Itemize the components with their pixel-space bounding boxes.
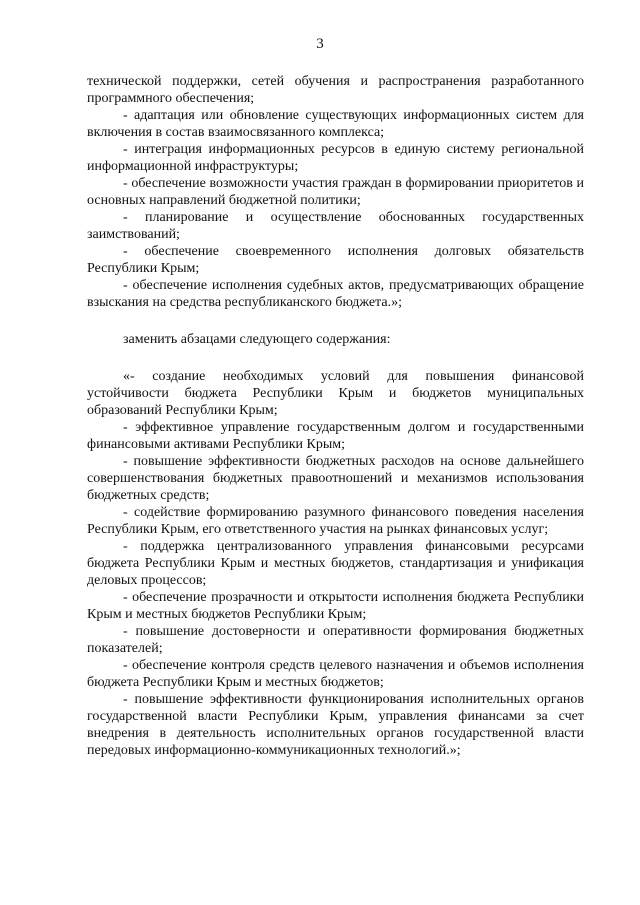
document-body [87,73,584,759]
list-item: - обеспечение исполнения судебных актов, предусматривающих обращение взыскания на средства республиканского бюджета.»; [87,278,584,310]
list-item: - обеспечение своевременного исполнения долговых обязательств Республики Крым; [87,244,584,276]
paragraph: технической поддержки, сетей обучения и распространения разработанного программного обеспечения; [87,74,584,106]
list-item: - эффективное управление государственным долгом и государственными финансовыми активами Республики Крым; [87,420,584,452]
list-item: «- создание необходимых условий для повышения финансовой устойчивости бюджета Республики Крым и бюджетов муниципальных образований Республики Крым; [87,369,584,418]
list-item: - адаптация или обновление существующих информационных систем для включения в состав взаимосвязанного комплекса; [87,108,584,140]
list-item: - повышение эффективности бюджетных расходов на основе дальнейшего совершенствования бюджетных правоотношений и механизмов использования бюджетных средств; [87,454,584,503]
list-item: - интеграция информационных ресурсов в единую систему региональной информационной инфраструктуры; [87,142,584,174]
list-item: - повышение достоверности и оперативности формирования бюджетных показателей; [87,624,584,656]
list-item: - обеспечение прозрачности и открытости исполнения бюджета Республики Крым и местных бюджетов Республики Крым; [87,590,584,622]
list-item: - поддержка централизованного управления финансовыми ресурсами бюджета Республики Крым и местных бюджетов, стандартизация и унификация деловых процессов; [87,539,584,588]
page-number: 3 [316,36,324,52]
list-item: - обеспечение контроля средств целевого назначения и объемов исполнения бюджета Республики Крым и местных бюджетов; [87,658,584,690]
list-item: - содействие формированию разумного финансового поведения населения Республики Крым, его ответственного участия на рынках финансовых услуг; [87,505,584,537]
list-item: - обеспечение возможности участия граждан в формировании приоритетов и основных направлений бюджетной политики; [87,176,584,208]
list-item: - повышение эффективности функционирования исполнительных органов государственной власти Республики Крым, управления финансами за счет внедрения в деятельность исполнительных органов государственной власти передовых информационно-коммуникационных технологий.»; [87,692,584,758]
intro-paragraph: заменить абзацами следующего содержания: [123,332,391,347]
list-item: - планирование и осуществление обоснованных государственных заимствований; [87,210,584,242]
